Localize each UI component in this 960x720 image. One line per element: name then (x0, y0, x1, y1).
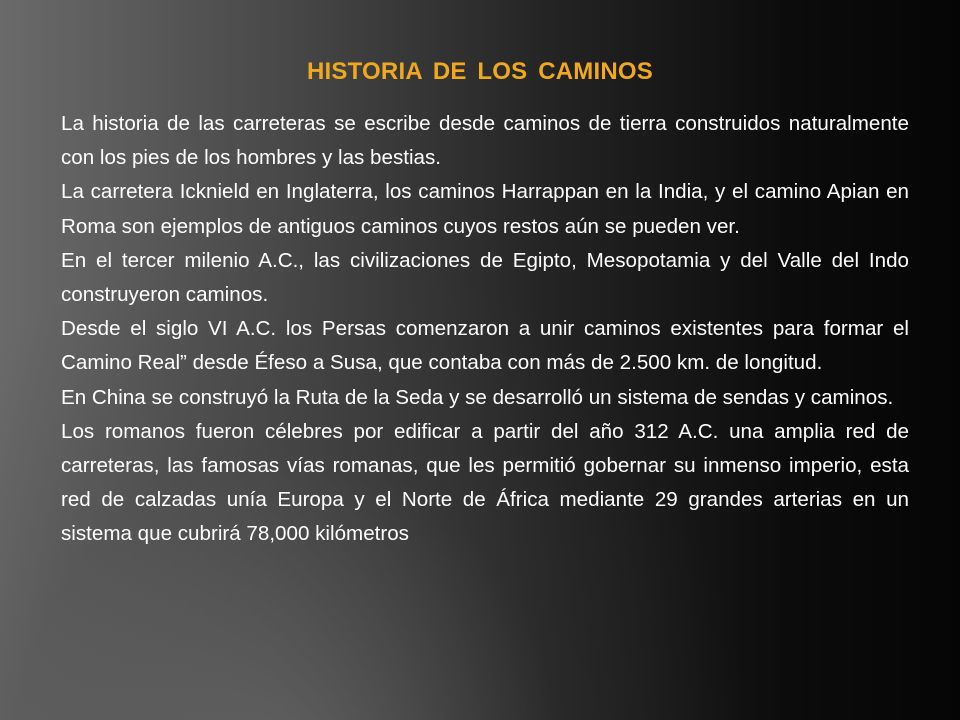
slide-body (61, 107, 909, 552)
paragraph-5: En China se construyó la Ruta de la Seda y se desarrolló un sistema de sendas y caminos. (61, 385, 894, 409)
paragraph-4: Desde el siglo VI A.C. los Persas comenzaron a unir caminos existentes para formar el Camino Real” desde Éfeso a Susa, que contaba con más de 2.500 km. de longitud. (61, 317, 909, 375)
slide-title: HISTORIA DE LOS CAMINOS (307, 58, 653, 85)
paragraph-1: La historia de las carreteras se escribe desde caminos de tierra construidos naturalmente con los pies de los hombres y las bestias. (61, 112, 909, 170)
paragraph-2: La carretera Icknield en Inglaterra, los caminos Harrappan en la India, y el camino Apian en Roma son ejemplos de antiguos caminos cuyos restos aún se pueden ver. (61, 180, 909, 238)
paragraph-3: En el tercer milenio A.C., las civilizaciones de Egipto, Mesopotamia y del Valle del Indo construyeron caminos. (61, 248, 909, 307)
paragraph-6: Los romanos fueron célebres por edificar a partir del año 312 A.C. una amplia red de carreteras, las famosas vías romanas, que les permitió gobernar su inmenso imperio, esta red de calzadas unía Europa y el Norte de África mediante 29 grandes arterias en un sistema que cubrirá 78,000 kilómetros (61, 419, 909, 546)
